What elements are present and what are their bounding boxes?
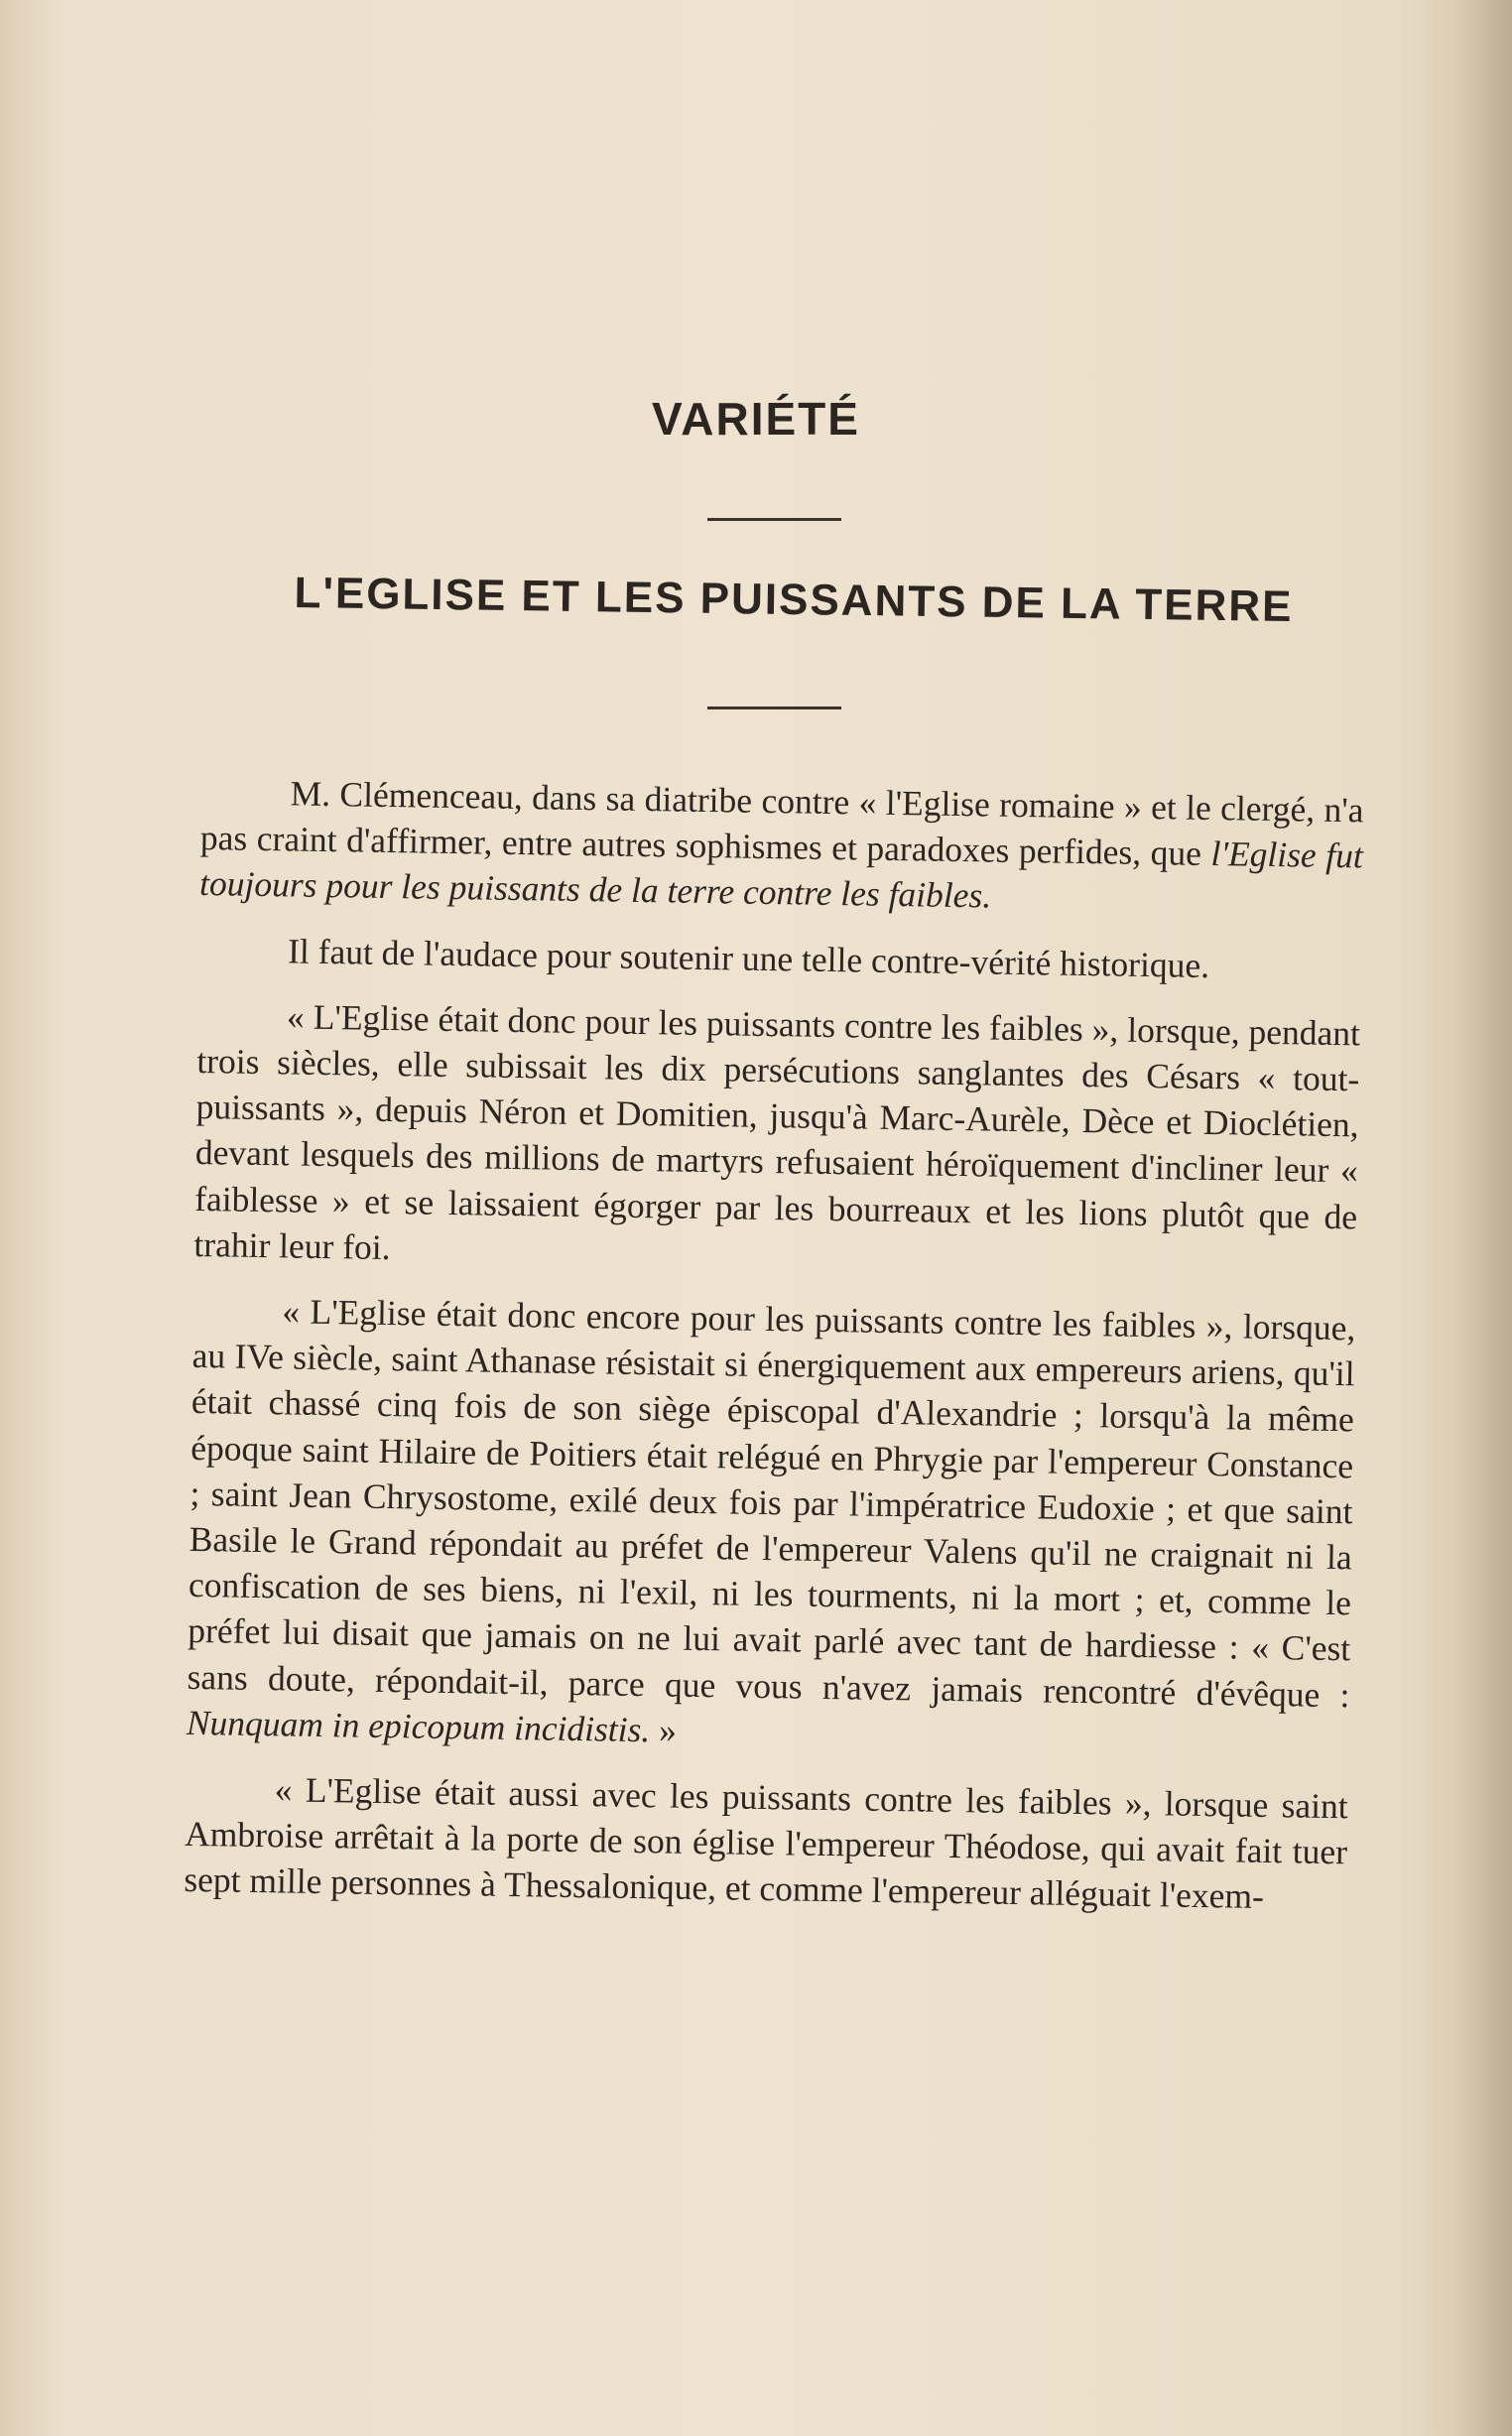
article-title: L'EGLISE ET LES PUISSANTS DE LA TERRE bbox=[294, 568, 1294, 632]
section-title: VARIÉTÉ bbox=[652, 393, 860, 445]
title-divider-bottom bbox=[707, 706, 841, 709]
title-divider-top bbox=[707, 518, 841, 521]
paragraph-1: M. Clémenceau, dans sa diatribe contre « l'Eglise romaine » et le clergé, n'a pas craint d'affirmer, entre autres sophismes et paradoxes perfides, que l'Eglise fut toujours pour les puissants de la terre contre les faibles. bbox=[198, 773, 1364, 916]
latin-quote: Nunquam in epicopum incidistis. bbox=[186, 1702, 651, 1750]
paragraph-3: « L'Eglise était donc pour les puissants contre les faibles », lorsque, pendant trois siècles, elle subissait les dix persécutions sanglantes des Césars « tout-puissants », depuis Néron et Domitien, jusqu'à Marc-Aurèle, Dèce et Dioclétien, devant lesquels des millions de martyrs refusaient héroïquement d'incliner leur « faiblesse » et se laissaient égorger par les bourreaux et les lions plutôt que de trahir leur foi. bbox=[193, 996, 1361, 1267]
paragraph-5: « L'Eglise était aussi avec les puissants contre les faibles », lorsque saint Ambroise arrêtait à la porte de son église l'empereur Théodose, qui avait fait tuer sept mille personnes à Thessalonique, et comme l'empereur alléguait l'exem- bbox=[184, 1769, 1349, 1917]
paragraph-2: Il faut de l'audace pour soutenir une telle contre-vérité historique. bbox=[287, 931, 1210, 985]
article-body bbox=[184, 769, 1364, 1941]
quoted-claim: l'Eglise fut toujours pour les puissants de la terre contre les faibles. bbox=[198, 833, 1364, 916]
paragraph-4: « L'Eglise était donc encore pour les puissants contre les faibles », lorsque, au IVe siècle, saint Athanase résistait si énergiquement aux empereurs ariens, qu'il était chassé cinq fois de son siège épiscopal d'Alexandrie ; lorsqu'à la même époque saint Hilaire de Poitiers était relégué en Phrygie par l'empereur Constance ; saint Jean Chrysostome, exilé deux fois par l'impératrice Eudoxie ; et que saint Basile le Grand répondait au préfet de l'empereur Valens qu'il ne craignait ni la confiscation de ses biens, ni l'exil, ni les tourments, ni la mort ; et, comme le préfet lui disait que jamais on ne lui avait parlé avec tant de hardiesse : « C'est sans doute, répondait-il, parce que vous n'avez jamais rencontré d'évêque : Nunquam in epicopum incidistis. » bbox=[186, 1291, 1356, 1750]
page-edge-shadow bbox=[1452, 0, 1512, 2436]
